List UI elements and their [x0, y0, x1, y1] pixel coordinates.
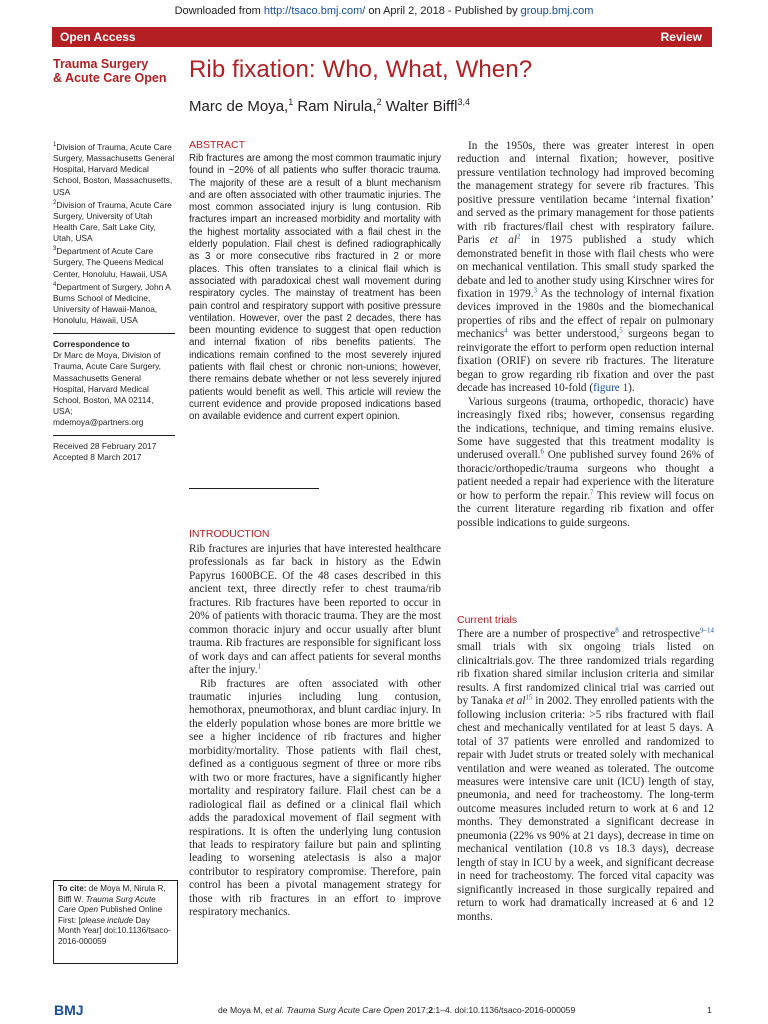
received-date: Received 28 February 2017	[53, 441, 157, 451]
correspondence-block	[53, 339, 175, 429]
divider	[53, 333, 175, 334]
correspondence-email[interactable]: mdemoya@partners.org	[53, 417, 144, 428]
affiliation: $^4$Department of Surgery, John A Burns School of Medicine, University of Hawaii-Manoa, Honolulu, Hawaii, USA	[53, 281, 171, 326]
reference-link[interactable]: 2	[516, 232, 521, 241]
reference-link[interactable]: 5	[619, 326, 623, 335]
paragraph: In the 1950s, there was greater interest in open reduction and internal fixation; however, positive pressure ventilation technology had improved becoming the management strategy for severe rib fractures. This positive pressure ventilation became ‘internal fixation’ and served as the primary management for those patients with rib fractures/flail chest with respiratory failure. Paris et al$^2$ in 1975 published a study which demonstrated benefit in those with flail chests who were on mechanical ventilation. This small study sparked the debate and led to another study using Kirschner wires for fixation in 1979.$^3$ As the technology of internal fixation devices improved in the 1980s and the biomechanical properties of ribs and the effect of repair on pulmonary mechanics$^4$ was better understood,$^5$ surgeons began to reinvigorate the effort to perform open reduction internal fixation (ORIF) on severe rib fractures. The literature began to grow regarding rib fixation and over the past decade has increased 10-fold (figure 1).	[457, 140, 715, 395]
paragraph: Various surgeons (trauma, orthopedic, thoracic) have increasingly fixed ribs; however, consensus regarding the indications, technique, and timing remains elusive. Some have suggested that this treatment modality is underused overall.$^6$ One published survey found 26% of thoracic/orthopedic/trauma surgeons who thought a patient needed a repair had experience with the literature or how to perform the repair.$^7$ This review will focus on the current literature regarding rib fixation and offer possible indications to guide surgeons.	[457, 395, 714, 529]
figure-link[interactable]: figure 1	[593, 382, 629, 395]
page-number: 1	[707, 1005, 712, 1015]
reference-link[interactable]: 7	[589, 488, 594, 497]
paragraph: Rib fractures are often associated with other traumatic injuries including lung contusion, hemothorax, pneumothorax, and blunt cardiac injury. In the elderly population whose bones are more brittle we see a higher incidence of rib fractures and higher morbidity/mortality. Those patients with flail chest, defined as a contiguous segment of three or more ribs with two or more fractures, have a significantly higher mortality and respiratory failure. Flail chest can be a radiological flail as defined or a clinical flail which adds the paradoxical movement of flail segment with respirations. It is often the underlying lung contusion that leads to respiratory failure but pain and splinting leading to worsening atelectasis is also a major contributor to respiratory compromise. Therefore, pain control has been a pivotal management strategy for those with rib fractures in an effort to improve respiratory mechanics.	[189, 677, 441, 919]
citation-box: To cite: de Moya M, Nirula R, Biffl W. Trauma Surg Acute Care Open Published Online First: [please include Day Month Year] doi:10.1136/tsaco-2016-000059	[53, 880, 178, 964]
paragraph: There are a number of prospective$^8$ and retrospective$^{9-14}$ small trials with six ongoing trials listed on clinicaltrials.gov. The three randomized trials regarding rib fixation shared similar inclusion criteria and similar results. A first randomized clinical trial was carried out by Tanaka et al$^{15}$ in 2002. They enrolled patients with the following inclusion criteria: >5 ribs fractured with flail chest and mechanically ventilated for at least 5 days. A total of 37 patients were enrolled and randomized to repair with Judet struts or treated solely with mechanical ventilation and were weaned as tolerated. The outcome measures were intensive care unit (ICU) length of stay, pneumonia, and need for tracheostomy. The long-term outcome measures included return to work at 6 and 12 months. They demonstrated a significant decrease in pneumonia (22% vs 90% at 21 days), decrease in time on mechanical ventilation (10.8 vs 18.3 days), decrease length of stay in ICU by a week, and significant decrease in need for tracheostomy. The forced vital capacity was significantly increased in those surgically repaired and return to work had dramatically increased at 6 and 12 months.	[457, 626, 714, 923]
footer-citation: de Moya M, et al. Trauma Surg Acute Care Open 2017;2:1–4. doi:10.1136/tsaco-2016-000059	[218, 1005, 576, 1015]
history-section	[457, 140, 714, 530]
affiliation: $^2$Division of Trauma, Acute Care Surgery, University of Utah Health Care, Salt Lake City, Utah, USA	[53, 199, 172, 244]
affiliation: $^3$Department of Acute Care Surgery, The Queens Medical Center, Honolulu, Hawaii, USA	[53, 246, 168, 279]
publisher-link[interactable]: group.bmj.com	[520, 5, 594, 17]
open-access-label: Open Access	[60, 30, 136, 44]
reference-link[interactable]: 8	[615, 626, 619, 635]
article-type-label: Review	[660, 30, 702, 44]
reference-link[interactable]: 1	[257, 662, 262, 671]
reference-link[interactable]: 3	[533, 286, 538, 295]
section-banner	[52, 27, 712, 47]
article-title: Rib fixation: Who, What, When?	[189, 56, 533, 83]
current-trials-body	[457, 628, 714, 924]
affiliations	[53, 140, 175, 326]
abstract-text: Rib fractures are among the most common traumatic injury found in ~20% of all patients who suffer thoracic trauma. The majority of these are a result of a blunt mechanism and are often associated with other traumatic injuries. The most common associated injury is lung contusion. Rib fractures impart an increased morbidity and mortality with the highest mortality associated with a flail chest in the elderly population. Flail chest is defined radiographically as 3 or more consecutive ribs fractured in 2 or more places. This often translates to a clinical flail which is associated with paradoxical chest wall movement during respiratory cycles. The mainstay of treatment has been pain control and respiratory support with positive pressure ventilation. However, over the past 2 decades, there has been mounting evidence to suggest that open reduction and internal fixation of ribs benefits patients. The indications remain confined to the most severely injured patients with flail chest or chronic non-unions; however, there remains debate whether or not less severely injured patients would benefit as well. This article will review the current evidence and provide proposed indications based on available evidence and current expert opinion.	[189, 153, 441, 423]
bmj-logo: BMJ	[54, 1002, 84, 1018]
author-list: Marc de Moya,$^1$ Ram Nirula,$^2$ Walter Biffl$^{3,4}$	[189, 97, 470, 115]
correspondence-address: Dr Marc de Moya, Division of Trauma, Acute Care Surgery, Massachusetts General Hospital, Harvard Medical School, Boston, MA 02114, USA;	[53, 350, 161, 417]
current-trials-heading: Current trials	[457, 614, 518, 626]
introduction-body	[189, 543, 441, 920]
paragraph: Rib fractures are injuries that have interested healthcare professionals as far back in history as the Edwin Papyrus 1600BCE. Of the 48 cases described in this ancient text, three directly refer to chest trauma/rib fractures. Rib fractures have been reported to occur in 20% of patients with thoracic trauma. They are the most common thoracic injury and occur usually after blunt trauma. Rib fractures are responsible for significant loss of work days and can affect patients for several months after the injury.$^1$	[189, 543, 441, 677]
divider	[53, 435, 175, 436]
article-dates	[53, 441, 175, 463]
accepted-date: Accepted 8 March 2017	[53, 452, 142, 463]
reference-link[interactable]: 4	[504, 326, 508, 335]
correspondence-title: Correspondence to	[53, 339, 130, 349]
abstract-heading: ABSTRACT	[189, 139, 246, 151]
reference-link[interactable]: 6	[540, 447, 545, 456]
source-url-link[interactable]: http://tsaco.bmj.com/	[263, 5, 366, 17]
affiliation: $^1$Division of Trauma, Acute Care Surgery, Massachusetts General Hospital, Harvard Medical School, Boston, Massachusetts, USA	[53, 141, 175, 197]
reference-link[interactable]: 15	[525, 693, 533, 702]
journal-logo: Trauma Surgery & Acute Care Open	[53, 57, 167, 85]
download-notice: Downloaded from http://tsaco.bmj.com/ on April 2, 2018 - Published by group.bmj.com	[174, 5, 594, 17]
reference-link[interactable]: 9–14	[699, 626, 714, 635]
divider	[189, 488, 319, 489]
introduction-heading: INTRODUCTION	[189, 528, 270, 540]
